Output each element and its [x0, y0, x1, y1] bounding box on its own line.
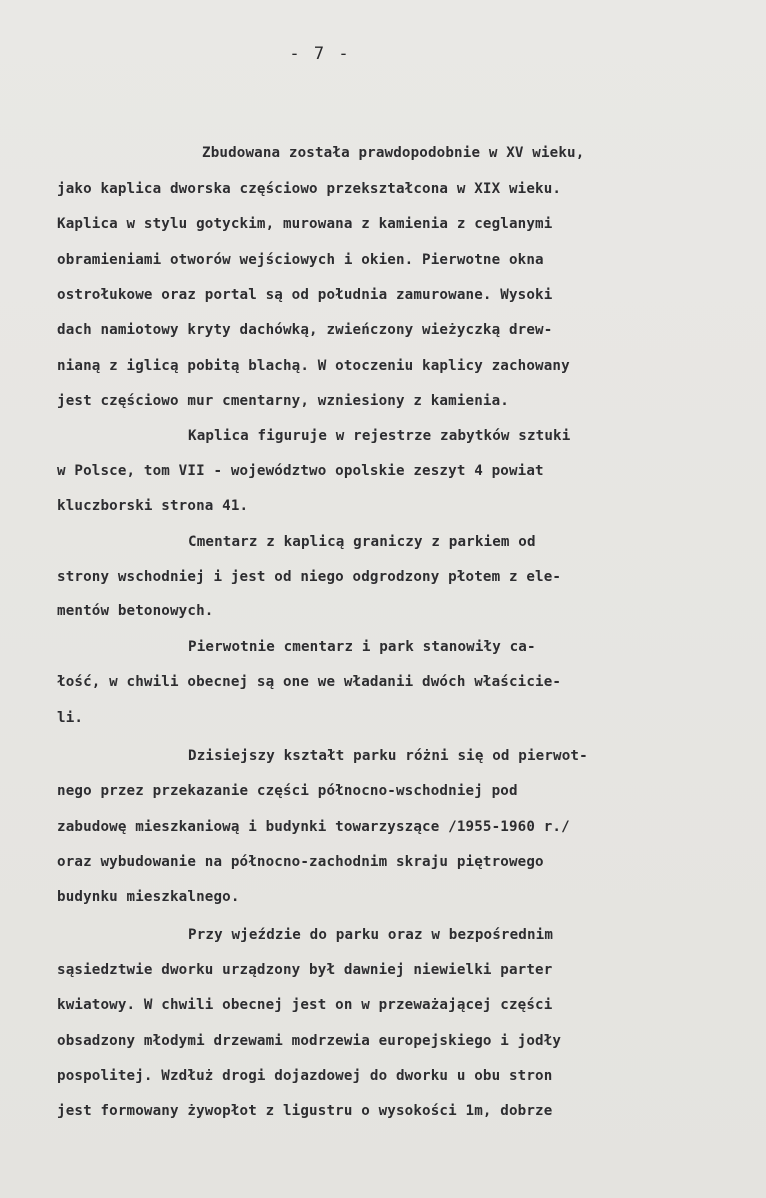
text-line: w Polsce, tom VII - województwo opolskie zeszyt 4 powiat — [57, 463, 544, 479]
text-line: kluczborski strona 41. — [57, 498, 249, 514]
text-line: nego przez przekazanie części północno-wschodniej pod — [57, 783, 518, 799]
text-line: Kaplica w stylu gotyckim, murowana z kamienia z ceglanymi — [57, 216, 553, 232]
text-line: łość, w chwili obecnej są one we władanii dwóch właścicie- — [57, 674, 562, 690]
text-line: strony wschodniej i jest od niego odgrodzony płotem z ele- — [57, 569, 562, 585]
text-line: Cmentarz z kaplicą graniczy z parkiem od — [188, 534, 536, 550]
text-line: Przy wjeździe do parku oraz w bezpośrednim — [188, 927, 554, 943]
text-line: Pierwotnie cmentarz i park stanowiły ca- — [188, 639, 536, 655]
page-number: - 7 - — [289, 44, 351, 64]
text-line: sąsiedztwie dworku urządzony był dawniej niewielki parter — [57, 962, 553, 978]
text-line: Dzisiejszy kształt parku różni się od pierwot- — [188, 748, 588, 764]
text-line: jako kaplica dworska częściowo przekształcona w XIX wieku. — [57, 181, 562, 197]
text-line: jest częściowo mur cmentarny, wzniesiony z kamienia. — [57, 393, 509, 409]
text-line: mentów betonowych. — [57, 603, 214, 619]
text-line: oraz wybudowanie na północno-zachodnim skraju piętrowego — [57, 854, 544, 870]
text-line: jest formowany żywopłot z ligustru o wysokości 1m, dobrze — [57, 1103, 553, 1119]
text-line: kwiatowy. W chwili obecnej jest on w przeważającej części — [57, 997, 553, 1013]
text-line: obsadzony młodymi drzewami modrzewia europejskiego i jodły — [57, 1033, 562, 1049]
text-line: li. — [57, 710, 84, 726]
text-line: budynku mieszkalnego. — [57, 889, 240, 905]
text-line: obramieniami otworów wejściowych i okien. Pierwotne okna — [57, 252, 544, 268]
text-line: Zbudowana została prawdopodobnie w XV wieku, — [202, 145, 585, 161]
text-line: Kaplica figuruje w rejestrze zabytków sztuki — [188, 428, 571, 444]
text-line: ostrołukowe oraz portal są od południa zamurowane. Wysoki — [57, 287, 553, 303]
text-line: dach namiotowy kryty dachówką, zwieńczony wieżyczką drew- — [57, 322, 553, 338]
text-line: pospolitej. Wzdłuż drogi dojazdowej do dworku u obu stron — [57, 1068, 553, 1084]
text-line: zabudowę mieszkaniową i budynki towarzyszące /1955-1960 r./ — [57, 819, 570, 835]
text-line: nianą z iglicą pobitą blachą. W otoczeniu kaplicy zachowany — [57, 358, 570, 374]
